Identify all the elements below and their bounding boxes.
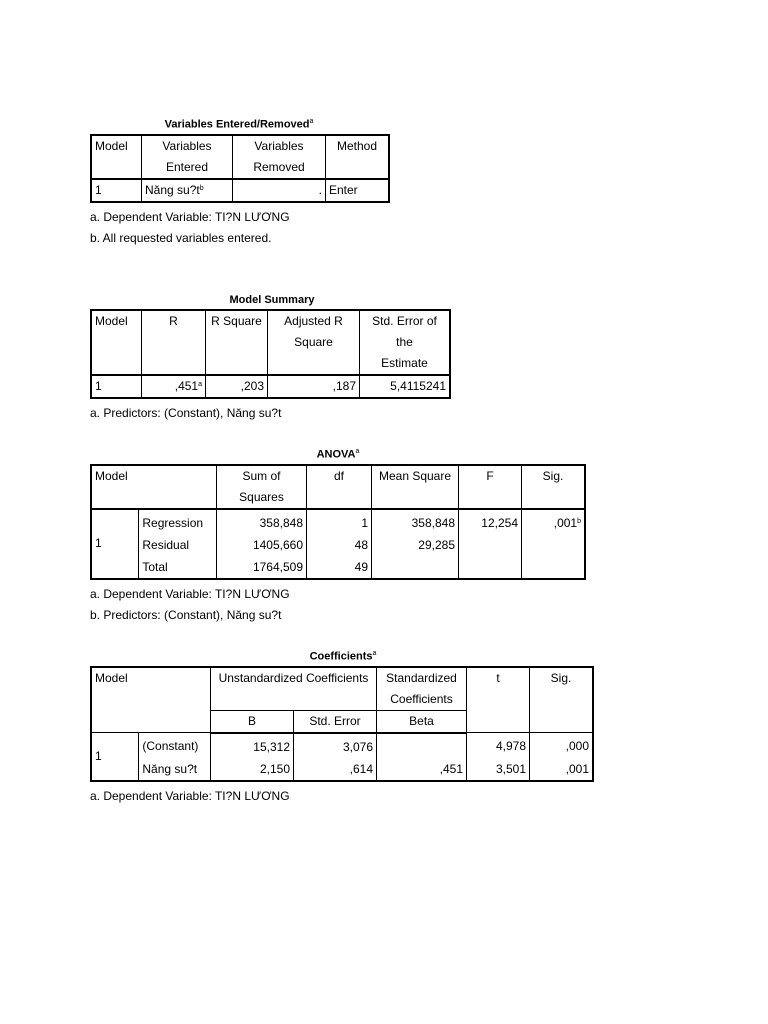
- cell-t: 3,501: [467, 758, 530, 781]
- cell-ms: 358,848: [372, 509, 459, 534]
- header-sig: Sig.: [530, 667, 594, 733]
- table-header-row: [91, 310, 450, 375]
- model-summary-table: [90, 309, 451, 399]
- table-note: a. Dependent Variable: TI?N LƯƠNG: [90, 209, 290, 224]
- coefficients-table: [90, 666, 594, 782]
- variables-table-title: Variables Entered/Removed$^a$: [164, 118, 314, 131]
- table-row: [91, 534, 585, 556]
- coefficients-title: Coefficients$^a$: [309, 650, 377, 663]
- table-row: [91, 179, 389, 202]
- cell-sig: [522, 534, 586, 556]
- header-adjusted-r-square: Adjusted R Square: [268, 310, 360, 375]
- header-r-square: R Square: [206, 310, 268, 375]
- cell-df: 49: [307, 556, 372, 579]
- cell-model: 1: [91, 375, 142, 398]
- cell-removed: .: [233, 179, 326, 202]
- header-beta: Beta: [377, 710, 467, 733]
- cell-df: 48: [307, 534, 372, 556]
- header-mean-square: Mean Square: [372, 465, 459, 509]
- table-note: a. Dependent Variable: TI?N LƯƠNG: [90, 788, 290, 803]
- cell-model: 1: [91, 509, 139, 579]
- header-sum-of-squares: Sum of Squares: [217, 465, 307, 509]
- cell-sig: ,000: [530, 733, 594, 758]
- variables-table: [90, 134, 390, 203]
- cell-sig: ,001: [530, 758, 594, 781]
- header-std-error: Std. Error: [294, 710, 377, 733]
- coefficients-block: [90, 650, 596, 807]
- cell-b: 2,150: [211, 758, 294, 781]
- header-df: df: [307, 465, 372, 509]
- cell-t: 4,978: [467, 733, 530, 758]
- cell-label: Residual: [139, 534, 217, 556]
- header-model: Model: [91, 135, 142, 179]
- table-header-row: [91, 667, 593, 711]
- header-t: t: [467, 667, 530, 733]
- table-row: [91, 556, 585, 579]
- table-row: [91, 375, 450, 398]
- table-note: b. All requested variables entered.: [90, 230, 272, 245]
- header-b: B: [211, 710, 294, 733]
- table-row: [91, 733, 593, 758]
- table-header-row: [91, 465, 585, 509]
- header-model: Model: [91, 310, 142, 375]
- cell-df: 1: [307, 509, 372, 534]
- cell-label: Total: [139, 556, 217, 579]
- table-note: a. Dependent Variable: TI?N LƯƠNG: [90, 586, 290, 601]
- header-sig: Sig.: [522, 465, 586, 509]
- header-f: F: [459, 465, 522, 509]
- anova-table: [90, 464, 586, 580]
- cell-b: 15,312: [211, 733, 294, 758]
- model-summary-block: [90, 294, 454, 424]
- header-unstandardized-coefficients: Unstandardized Coefficients: [211, 667, 377, 711]
- header-std-error: Std. Error of the Estimate: [360, 310, 451, 375]
- cell-beta: [377, 733, 467, 758]
- cell-label: Regression: [139, 509, 217, 534]
- cell-label: (Constant): [139, 733, 211, 758]
- cell-ms: 29,285: [372, 534, 459, 556]
- cell-ss: 1405,660: [217, 534, 307, 556]
- cell-sig: ,001$^b$: [522, 509, 586, 534]
- table-note: a. Predictors: (Constant), Năng su?t: [90, 406, 282, 420]
- cell-entered: Năng $su?t^b$: [142, 179, 233, 202]
- anova-title: ANOVA$^a$: [316, 448, 360, 461]
- header-standardized-coefficients: Standardized Coefficients: [377, 667, 467, 711]
- header-variables-removed: Variables Removed: [233, 135, 326, 179]
- cell-ss: 1764,509: [217, 556, 307, 579]
- table-note: b. Predictors: (Constant), Năng su?t: [90, 607, 282, 622]
- cell-sig: [522, 556, 586, 579]
- model-summary-title: Model Summary: [229, 294, 315, 306]
- header-model: Model: [91, 667, 211, 733]
- variables-entered-removed-block: [90, 118, 390, 249]
- cell-std-error: 5,4115241: [360, 375, 451, 398]
- header-model: Model: [91, 465, 217, 509]
- anova-block: [90, 448, 586, 626]
- cell-method: Enter: [326, 179, 390, 202]
- cell-r: ,451$^a$: [142, 375, 206, 398]
- cell-beta: ,451: [377, 758, 467, 781]
- cell-ss: 358,848: [217, 509, 307, 534]
- cell-f: 12,254: [459, 509, 522, 534]
- table-row: [91, 758, 593, 781]
- table-header-row: [91, 135, 389, 179]
- cell-r-square: ,203: [206, 375, 268, 398]
- header-variables-entered: Variables Entered: [142, 135, 233, 179]
- cell-f: [459, 556, 522, 579]
- cell-se: 3,076: [294, 733, 377, 758]
- header-r: R: [142, 310, 206, 375]
- cell-se: ,614: [294, 758, 377, 781]
- cell-model: 1: [91, 179, 142, 202]
- cell-ms: [372, 556, 459, 579]
- cell-adj-r-square: ,187: [268, 375, 360, 398]
- cell-label: Năng su?t: [139, 758, 211, 781]
- cell-model: 1: [91, 733, 139, 781]
- cell-f: [459, 534, 522, 556]
- table-row: [91, 509, 585, 534]
- header-method: Method: [326, 135, 390, 179]
